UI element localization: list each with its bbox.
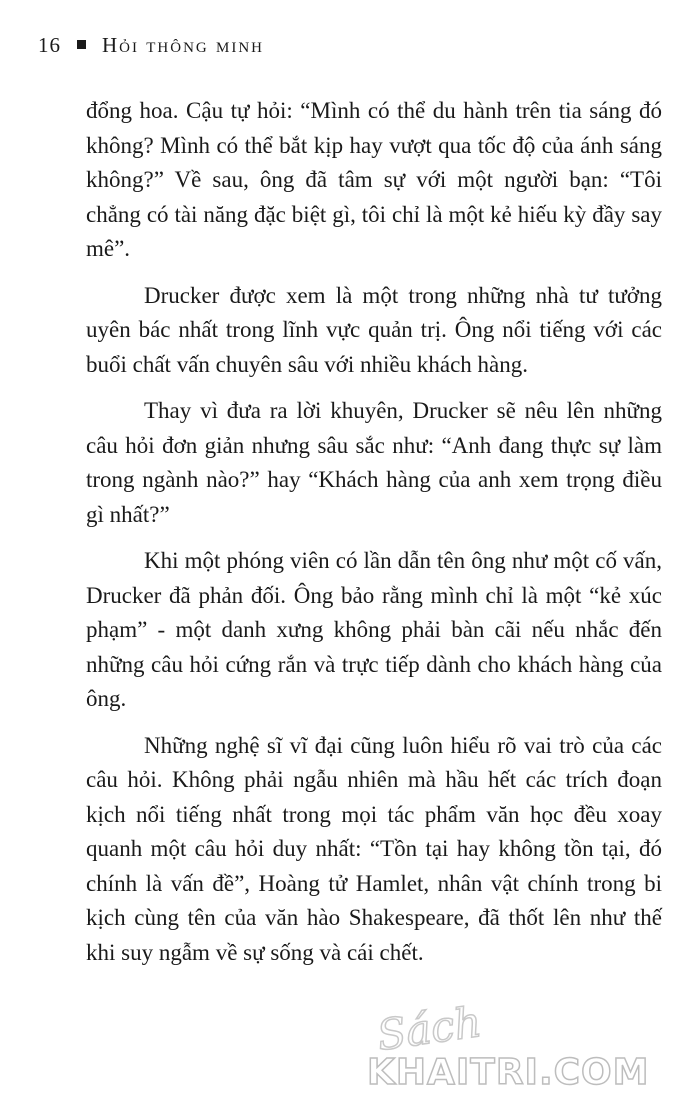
paragraph-5: Những nghệ sĩ vĩ đại cũng luôn hiểu rõ vai trò của các câu hỏi. Không phải ngẫu nhiên mà hầu hết các trích đoạn kịch nổi tiếng nhất trong mọi tác phẩm văn học đều xoay quanh một câu hỏi duy nhất: “Tồn tại hay không tồn tại, đó chính là vấn đề”, Hoàng tử Hamlet, nhân vật chính trong bi kịch cùng tên của văn hào Shakespeare, đã thốt lên như thế khi suy ngẫm về sự sống và cái chết.: [86, 732, 662, 965]
square-bullet-icon: [77, 40, 86, 49]
page-body: [86, 94, 662, 982]
paragraph-1: đổng hoa. Cậu tự hỏi: “Mình có thể du hành trên tia sáng đó không? Mình có thể bắt kịp hay vượt qua tốc độ của ánh sáng không?” Về sau, ông đã tâm sự với một người bạn: “Tôi chẳng có tài năng đặc biệt gì, tôi chỉ là một kẻ hiếu kỳ đầy say mê”.: [86, 98, 662, 261]
watermark-brand: KHAITRI.COM: [367, 1052, 650, 1093]
page-header: [38, 33, 264, 58]
paragraph-2: Drucker được xem là một trong những nhà tư tưởng uyên bác nhất trong lĩnh vực quản trị. Ông nổi tiếng với các buổi chất vấn chuyên sâu với nhiều khách hàng.: [86, 282, 662, 377]
paragraph-4: Khi một phóng viên có lần dẫn tên ông như một cố vấn, Drucker đã phản đối. Ông bảo rằng mình chỉ là một “kẻ xúc phạm” - một danh xưng không phải bàn cãi nếu nhắc đến những câu hỏi cứng rắn và trực tiếp dành cho khách hàng của ông.: [86, 548, 662, 711]
running-title: Hỏi thông minh: [102, 33, 264, 57]
watermark-logo: [365, 996, 685, 1110]
page-number: 16: [38, 33, 61, 57]
watermark-script: Sách: [374, 996, 485, 1061]
paragraph-3: Thay vì đưa ra lời khuyên, Drucker sẽ nêu lên những câu hỏi đơn giản nhưng sâu sắc như: “Anh đang thực sự làm trong ngành nào?” hay “Khách hàng của anh xem trọng điều gì nhất?”: [86, 398, 662, 527]
